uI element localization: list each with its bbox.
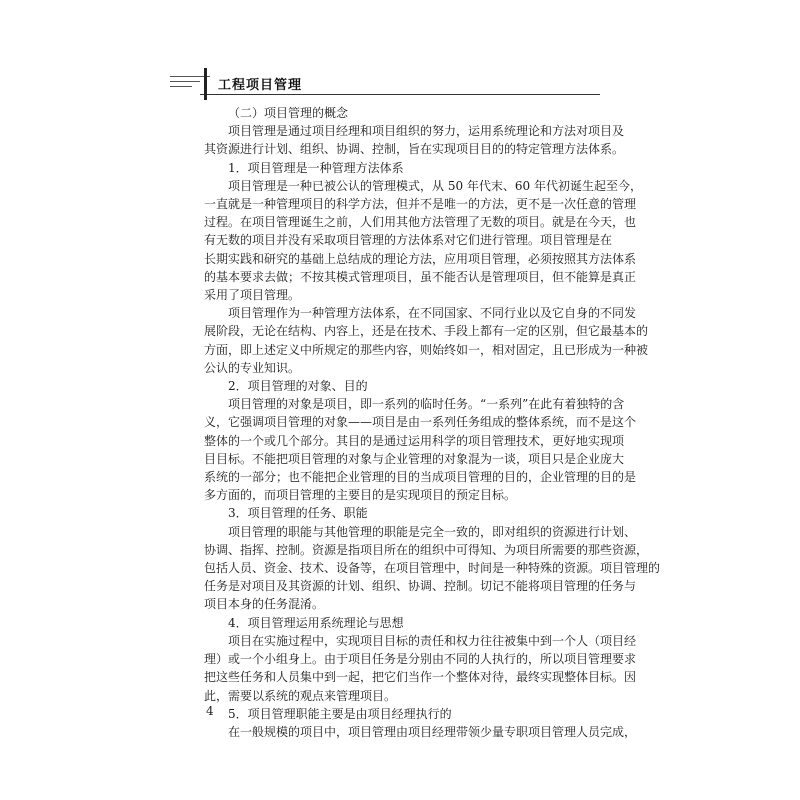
text-line: 包括人员、资金、技术、设备等，在项目管理中，时间是一种特殊的资源。项目管理的 bbox=[204, 561, 661, 576]
section-heading: （二）项目管理的概念 bbox=[228, 106, 349, 120]
text-line: 公认的专业知识。 bbox=[204, 360, 301, 375]
section-heading: 1．项目管理是一种管理方法体系 bbox=[228, 160, 404, 175]
page-number: 4 bbox=[206, 704, 214, 718]
header-bar bbox=[204, 68, 207, 100]
text-line: 展阶段，无论在结构、内容上，还是在技术、手段上都有一定的区别，但它最基本的 bbox=[204, 324, 649, 339]
header-rule bbox=[170, 81, 200, 82]
header-rule bbox=[170, 86, 192, 87]
header-underline bbox=[200, 94, 600, 95]
text-line: 目目标。不能把项目管理的对象与企业管理的对象混为一谈，项目只是企业庞大 bbox=[204, 451, 625, 466]
text-line: 过程。在项目管理诞生之前，人们用其他方法管理了无数的项目。就是在今天，也 bbox=[204, 215, 637, 230]
text-line: 此，需要以系统的观点来管理项目。 bbox=[204, 688, 397, 703]
text-line: 采用了项目管理。 bbox=[204, 288, 301, 303]
text-line: 项目管理是一种已被公认的管理模式，从 50 年代末、60 年代初诞生起至今， bbox=[228, 178, 642, 193]
section-heading: 2．项目管理的对象、目的 bbox=[228, 379, 368, 394]
text-line: 整体的一个或几个部分。其目的是通过运用科学的项目管理技术，更好地实现项 bbox=[204, 433, 625, 448]
text-line: 一直就是一种管理项目的科学方法，但并不是唯一的方法，更不是一次任意的管理 bbox=[204, 197, 637, 212]
header-title: 工程项目管理 bbox=[218, 78, 303, 93]
page-body bbox=[204, 104, 661, 741]
paragraph bbox=[204, 177, 642, 304]
text-line: 义，它强调项目管理的对象——项目是由一系列任务组成的整体系统，而不是这个 bbox=[204, 415, 637, 430]
text-line: 理）或一个小组身上。由于项目任务是分别由不同的人执行的，所以项目管理要求 bbox=[204, 652, 637, 667]
section-heading: 3．项目管理的任务、职能 bbox=[228, 506, 368, 521]
text-line: 项目本身的任务混淆。 bbox=[204, 597, 325, 612]
text-line: 任务是对项目及其资源的计划、组织、协调、控制。切记不能将项目管理的任务与 bbox=[204, 579, 637, 594]
paragraph bbox=[204, 395, 637, 504]
text-line: 把这些任务和人员集中到一起，把它们当作一个整体对待，最终实现整体目标。因 bbox=[204, 670, 637, 685]
text-line: 项目在实施过程中，实现项目目标的责任和权力往往被集中到一个人（项目经 bbox=[228, 633, 637, 648]
text-line: 项目管理是通过项目经理和项目组织的努力，运用系统理论和方法对项目及 bbox=[228, 124, 625, 139]
text-line: 方面，即上述定义中所规定的那些内容，则始终如一，相对固定，且已形成为一种被 bbox=[204, 342, 649, 357]
text-line: 项目管理的职能与其他管理的职能是完全一致的，即对组织的资源进行计划、 bbox=[228, 524, 637, 539]
text-line: 项目管理的对象是项目，即一系列的临时任务。“一系列”在此有着独特的含 bbox=[228, 397, 625, 412]
section-heading: 5．项目管理职能主要是由项目经理执行的 bbox=[228, 706, 452, 721]
text-line: 长期实践和研究的基础上总结成的理论方法，应用项目管理，必须按照其方法体系 bbox=[204, 251, 637, 266]
text-line: 的基本要求去做；不按其模式管理项目，虽不能否认是管理项目，但不能算是真正 bbox=[204, 269, 637, 284]
paragraph bbox=[204, 523, 661, 614]
section-heading: 4．项目管理运用系统理论与思想 bbox=[228, 615, 404, 630]
paragraph bbox=[204, 304, 649, 377]
text-line: 有无数的项目并没有采取项目管理的方法体系对它们进行管理。项目管理是在 bbox=[204, 233, 613, 248]
paragraph bbox=[204, 122, 625, 158]
text-line: 协调、指挥、控制。资源是指项目所在的组织中可得知、为项目所需要的那些资源， bbox=[204, 542, 649, 557]
text-line: 其资源进行计划、组织、协调、控制，旨在实现项目目的的特定管理方法体系。 bbox=[204, 142, 625, 157]
running-header bbox=[170, 62, 600, 102]
text-line: 在一般规模的项目中，项目管理由项目经理带领少量专职项目管理人员完成， bbox=[228, 724, 637, 739]
text-line: 系统的一部分；也不能把企业管理的目的当成项目管理的目的，企业管理的目的是 bbox=[204, 470, 637, 485]
paragraph bbox=[204, 632, 637, 705]
paragraph bbox=[204, 723, 637, 741]
text-line: 项目管理作为一种管理方法体系，在不同国家、不同行业以及它自身的不同发 bbox=[228, 306, 637, 321]
text-line: 多方面的，而项目管理的主要目的是实现项目的预定目标。 bbox=[204, 488, 517, 503]
